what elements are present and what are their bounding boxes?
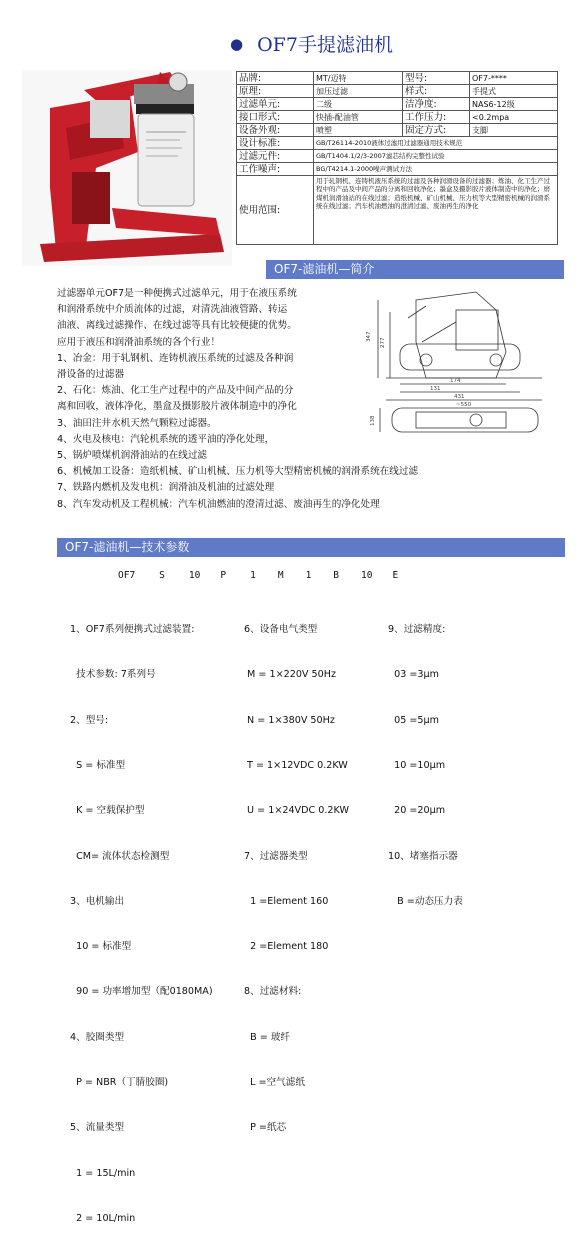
spec-label: 过滤元件: — [237, 150, 314, 163]
dim-label: ~550 — [456, 402, 472, 408]
spec-label: 样式: — [403, 85, 470, 98]
param-line: 2 =Element 180 — [244, 941, 329, 953]
param-line: M = 1×220V 50Hz — [244, 669, 336, 681]
param-line: 03 =3μm — [388, 669, 439, 681]
spec-label: 工作噪声: — [237, 163, 314, 176]
param-line: L =空气滤纸 — [244, 1077, 305, 1088]
spec-label: 固定方式: — [403, 124, 470, 137]
spec-label: 使用范围: — [237, 176, 314, 245]
intro-line: 4、火电及核电：汽轮机系统的透平油的净化处理， — [57, 433, 275, 445]
param-line: 90 = 功率增加型（配0180MA) — [70, 986, 213, 998]
intro-line: 8、汽车发动机及工程机械：汽车机油燃油的澄清过滤、废油再生的净化处理 — [57, 498, 380, 510]
param-line: B =动态压力表 — [388, 895, 463, 907]
spec-label: 设备外观: — [237, 124, 314, 137]
spec-label: 原理: — [237, 85, 314, 98]
page-title: ● OF7手提滤油机 — [230, 34, 393, 56]
param-line: 10 = 标准型 — [70, 941, 132, 953]
param-line: 05 =5μm — [388, 714, 439, 726]
param-line: 1 = 15L/min — [70, 1167, 136, 1179]
spec-value: OF7-**** — [470, 72, 558, 85]
intro-line: 7、铁路内燃机及发电机：润滑油及机油的过滤处理 — [57, 482, 275, 494]
intro-line: 应用于液压和润滑油系统的各个行业！ — [57, 336, 221, 348]
param-col-2 — [244, 592, 349, 1150]
code-part: M — [277, 570, 284, 581]
spec-value: 二级 — [314, 98, 403, 111]
filter-cart-photo — [20, 68, 234, 268]
code-part: B — [333, 570, 340, 581]
param-line: 技术参数: 7系列号 — [70, 669, 156, 681]
spec-value: NAS6-12级 — [470, 98, 558, 111]
param-line: T = 1×12VDC 0.2KW — [244, 760, 348, 772]
param-line: 8、过滤材料: — [244, 986, 302, 998]
param-line: CM= 流体状态检测型 — [70, 850, 170, 862]
spec-label: 洁净度: — [403, 98, 470, 111]
param-line: 7、过滤器类型 — [244, 850, 308, 862]
param-line: S = 标准型 — [70, 760, 126, 772]
code-part: 1 — [250, 570, 256, 581]
param-line: U = 1×24VDC 0.2KW — [244, 805, 349, 817]
code-part: S — [159, 570, 165, 581]
intro-line: 6、机械加工设备：造纸机械、矿山机械、压力机等大型精密机械的润滑系统在线过滤 — [57, 466, 419, 478]
param-line: 10 =10μm — [388, 760, 446, 772]
intro-line: 3、油田注井水机天然气颗粒过滤器。 — [57, 417, 217, 429]
code-part: OF7 — [118, 570, 136, 581]
spec-value: BG/T4214.1-2000噪声测试方法 — [314, 163, 558, 176]
param-line: 6、设备电气类型 — [244, 624, 318, 636]
intro-line: 5、锅炉喷煤机润滑油站的在线过滤 — [57, 450, 208, 462]
spec-value: MT/迈特 — [314, 72, 403, 85]
intro-line: 滑设备的过滤器 — [57, 369, 125, 381]
code-part: 1 — [305, 570, 312, 581]
spec-value: 快插-配油管 — [314, 111, 403, 124]
intro-line: 2、石化：炼油、化工生产过程中的产品及中间产品的分 — [57, 385, 294, 397]
param-line: P = NBR（丁腈胶圈) — [70, 1077, 169, 1088]
model-code — [118, 570, 398, 581]
param-line: K = 空载保护型 — [70, 805, 145, 817]
dim-label: 138 — [370, 415, 376, 426]
intro-line: 离和回收，液体净化，墨盒及摄影胶片液体制造中的净化 — [57, 401, 297, 413]
dim-label: 277 — [380, 337, 386, 348]
param-line: 5、流量类型 — [70, 1122, 125, 1134]
spec-value: 喷塑 — [314, 124, 403, 137]
intro-line: 油液、离线过滤操作、在线过滤等具有比较便捷的优势。 — [57, 320, 297, 332]
spec-value: GB/T26114-2010液体过滤用过滤器通用技术规范 — [314, 137, 558, 150]
param-line: 4、胶圈类型 — [70, 1031, 125, 1043]
intro-line: 和润滑系统中介质流体的过滤，对清洗油液管路、转运 — [57, 304, 288, 316]
intro-line: 1、冶金：用于轧钢机、连铸机液压系统的过滤及各种润 — [57, 352, 294, 364]
code-part: P — [220, 570, 227, 581]
param-line: 1、OF7系列便携式过滤装置: — [70, 624, 195, 636]
spec-value: 加压过滤 — [314, 85, 403, 98]
code-part: E — [392, 570, 399, 581]
spec-value: 支脚 — [470, 124, 558, 137]
param-col-3 — [388, 592, 463, 924]
param-col-1 — [70, 592, 213, 1241]
param-line: 3、电机输出 — [70, 895, 125, 907]
spec-value: 手提式 — [470, 85, 558, 98]
param-line: 1 =Element 160 — [244, 895, 329, 907]
dim-label: 431 — [454, 394, 465, 400]
spec-label: 设计标准: — [237, 137, 314, 150]
dim-label: 131 — [430, 386, 441, 392]
section-params-header: OF7-滤油机—技术参数 — [57, 538, 565, 557]
spec-value: GB/T1404.1/2/3-2007滤芯结构完整性试验 — [314, 150, 558, 163]
param-line: N = 1×380V 50Hz — [244, 714, 335, 726]
param-line: 20 =20μm — [388, 805, 446, 817]
dim-label: 174 — [450, 378, 461, 384]
spec-label: 工作压力: — [403, 111, 470, 124]
spec-label: 过滤单元: — [237, 98, 314, 111]
param-line: 2、型号: — [70, 714, 109, 726]
param-line: 10、堵塞指示器 — [388, 850, 458, 862]
spec-label: 品牌: — [237, 72, 314, 85]
dimension-drawing — [356, 282, 558, 448]
param-line: 2 = 10L/min — [70, 1212, 136, 1224]
param-line: P =纸芯 — [244, 1122, 287, 1134]
param-line: 9、过滤精度: — [388, 624, 446, 636]
param-line: B = 玻纤 — [244, 1031, 291, 1043]
spec-value: 用于轧钢机、连铸机液压系统的过滤及各种润滑设备的过滤器；炼油、化工生产过程中的产品及中间产品的分离和回收净化；墨盒及摄影胶片液体制造中的净化；磨煤机润滑油站的在线过滤；造纸机械、矿山机械、压力机等大型精密机械的润滑系统在线过滤；汽车机油燃油的澄清过滤、废油再生的净化 — [314, 176, 558, 245]
dim-label: 347 — [366, 331, 372, 342]
spec-label: 接口形式: — [237, 111, 314, 124]
section-intro-header: OF7-滤油机—简介 — [266, 260, 564, 279]
code-part: 10 — [188, 570, 201, 581]
code-part: 10 — [361, 570, 373, 581]
spec-label: 型号: — [403, 72, 470, 85]
spec-table — [236, 71, 558, 245]
intro-line: 过滤器单元OF7是一种便携式过滤单元，用于在液压系统 — [57, 288, 297, 299]
spec-value: <0.2mpa — [470, 111, 558, 124]
